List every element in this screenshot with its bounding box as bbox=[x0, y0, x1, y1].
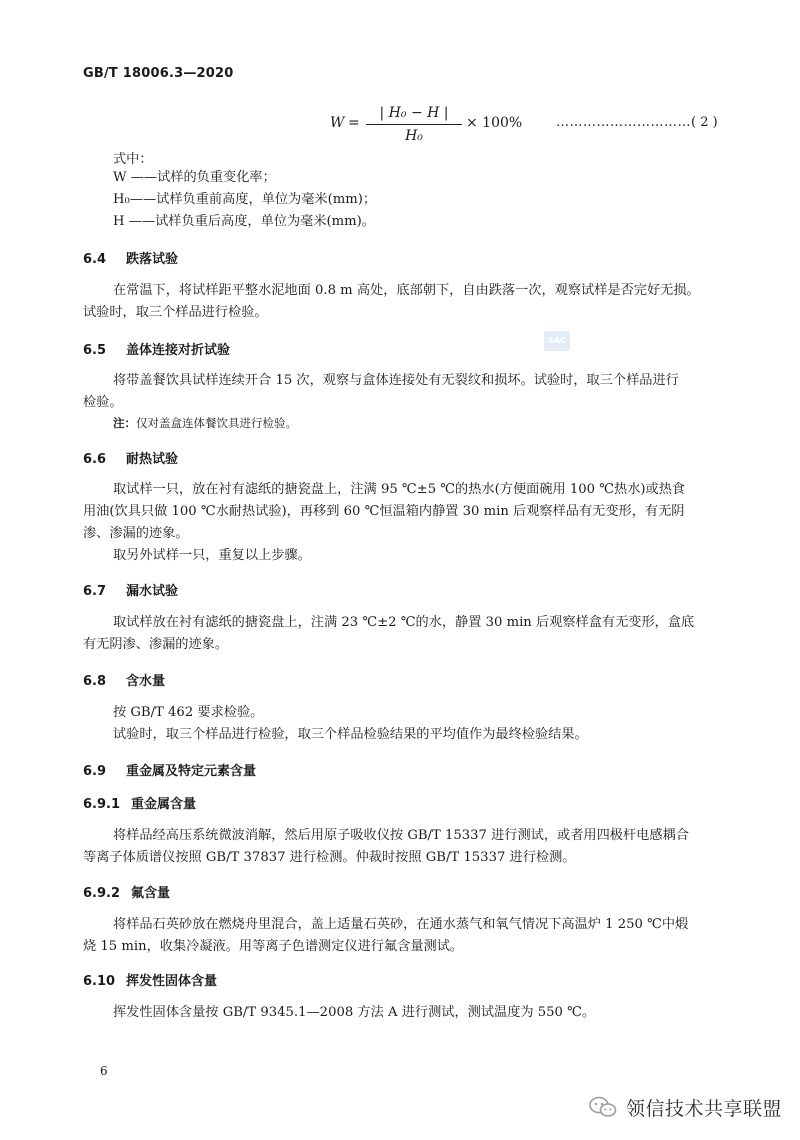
section-6-9-2-text-cont: 烧 15 min，收集冷凝液。用等离子色谱测定仪进行氟含量测试。 bbox=[83, 939, 464, 954]
section-6-7-text-cont: 有无阴渗、渗漏的迹象。 bbox=[83, 637, 229, 652]
formula-tail: × 100% bbox=[466, 115, 523, 131]
page-number: 6 bbox=[100, 1064, 108, 1078]
section-6-9-2-text: 将样品石英砂放在燃烧舟里混合，盖上适量石英砂，在通水蒸气和氧气情况下高温炉 1 250 ℃中煅 bbox=[113, 917, 689, 932]
section-6-5-note bbox=[113, 415, 297, 431]
formula-2 bbox=[330, 103, 570, 147]
section-6-6-heading bbox=[83, 448, 178, 467]
section-6-6-text-cont2: 渗、渗漏的迹象。 bbox=[83, 526, 189, 541]
section-6-8-heading bbox=[83, 670, 165, 689]
section-6-7-text: 取试样放在衬有滤纸的搪瓷盘上，注满 23 ℃±2 ℃的水，静置 30 min 后观察样盒有无变形，盒底 bbox=[113, 615, 695, 630]
def-w: W ——试样的负重变化率； bbox=[113, 170, 276, 185]
section-6-5-heading bbox=[83, 339, 230, 358]
section-title: 盖体连接对折试验 bbox=[126, 343, 231, 358]
note-text: 仅对盖盒连体餐饮具进行检验。 bbox=[136, 416, 297, 430]
section-6-9-1-text: 将样品经高压系统微波消解，然后用原子吸收仪按 GB/T 15337 进行测试，或者用四极杆电感耦合 bbox=[113, 828, 689, 843]
def-h0: H₀——试样负重前高度，单位为毫米(mm)； bbox=[113, 192, 377, 207]
section-6-10-text: 挥发性固体含量按 GB/T 9345.1—2008 方法 A 进行测试，测试温度为 550 ℃。 bbox=[113, 1005, 596, 1020]
wechat-brand bbox=[588, 1092, 782, 1122]
section-title: 含水量 bbox=[126, 674, 166, 689]
section-number: 6.4 bbox=[83, 252, 107, 267]
section-number: 6.5 bbox=[83, 343, 107, 358]
section-number: 6.10 bbox=[83, 974, 116, 989]
section-6-8-text2: 试验时，取三个样品进行检验，取三个样品检验结果的平均值作为最终检验结果。 bbox=[113, 727, 588, 742]
section-6-10-heading bbox=[83, 970, 217, 989]
section-6-7-heading bbox=[83, 580, 178, 599]
formula-fraction bbox=[366, 103, 462, 146]
section-title: 耐热试验 bbox=[126, 452, 179, 467]
equation-number bbox=[556, 115, 718, 130]
section-6-6-text-cont: 用油(饮具只做 100 ℃水耐热试验)，再移到 60 ℃恒温箱内静置 30 min 后观察样品有无变形，有无阴 bbox=[83, 504, 685, 519]
wechat-icon bbox=[588, 1095, 618, 1119]
note-label: 注： bbox=[113, 416, 136, 430]
section-6-9-1-heading bbox=[83, 793, 196, 812]
fraction-bar bbox=[366, 124, 462, 125]
section-title: 挥发性固体含量 bbox=[126, 974, 218, 989]
where-intro: 式中： bbox=[113, 152, 153, 167]
section-number: 6.9 bbox=[83, 764, 107, 779]
section-number: 6.9.1 bbox=[83, 797, 121, 812]
section-title: 跌落试验 bbox=[126, 252, 179, 267]
section-title: 氟含量 bbox=[131, 886, 171, 901]
section-title: 重金属及特定元素含量 bbox=[126, 764, 257, 779]
section-number: 6.6 bbox=[83, 452, 107, 467]
section-6-9-1-text-cont: 等离子体质谱仪按照 GB/T 37837 进行检测。仲裁时按照 GB/T 15337 进行检测。 bbox=[83, 850, 576, 865]
section-6-6-text2: 取另外试样一只，重复以上步骤。 bbox=[113, 548, 311, 563]
section-6-5-text: 将带盖餐饮具试样连续开合 15 次，观察与盒体连接处有无裂纹和损坏。试验时，取三个样品进行 bbox=[113, 373, 679, 388]
formula-lhs: W bbox=[330, 115, 345, 131]
section-number: 6.8 bbox=[83, 674, 107, 689]
section-6-9-2-heading bbox=[83, 882, 170, 901]
section-6-9-heading bbox=[83, 760, 256, 779]
formula-numerator: | H₀ − H | bbox=[379, 105, 449, 121]
section-6-8-text: 按 GB/T 462 要求检验。 bbox=[113, 705, 264, 720]
standard-code: GB/T 18006.3—2020 bbox=[83, 66, 234, 81]
def-h: H ——试样负重后高度，单位为毫米(mm)。 bbox=[113, 214, 375, 229]
section-6-4-heading bbox=[83, 248, 178, 267]
formula-equals: = bbox=[348, 115, 360, 131]
section-title: 重金属含量 bbox=[131, 797, 197, 812]
section-6-4-text: 在常温下，将试样距平整水泥地面 0.8 m 高处，底部朝下，自由跌落一次，观察试样是否完好无损。 bbox=[113, 283, 700, 298]
equation-label: ( 2 ) bbox=[691, 115, 718, 130]
formula-denominator: H₀ bbox=[405, 128, 423, 144]
section-number: 6.7 bbox=[83, 584, 107, 599]
brand-name: 领信技术共享联盟 bbox=[626, 1097, 783, 1120]
leader-dots: ………………………… bbox=[556, 115, 691, 130]
section-6-4-text-cont: 试验时，取三个样品进行检验。 bbox=[83, 305, 268, 320]
sac-watermark: SAC bbox=[544, 331, 570, 351]
section-6-5-text-cont: 检验。 bbox=[83, 395, 123, 410]
section-title: 漏水试验 bbox=[126, 584, 179, 599]
section-6-6-text: 取试样一只，放在衬有滤纸的搪瓷盘上，注满 95 ℃±5 ℃的热水(方便面碗用 100 ℃热水)或热食 bbox=[113, 482, 686, 497]
section-number: 6.9.2 bbox=[83, 886, 121, 901]
